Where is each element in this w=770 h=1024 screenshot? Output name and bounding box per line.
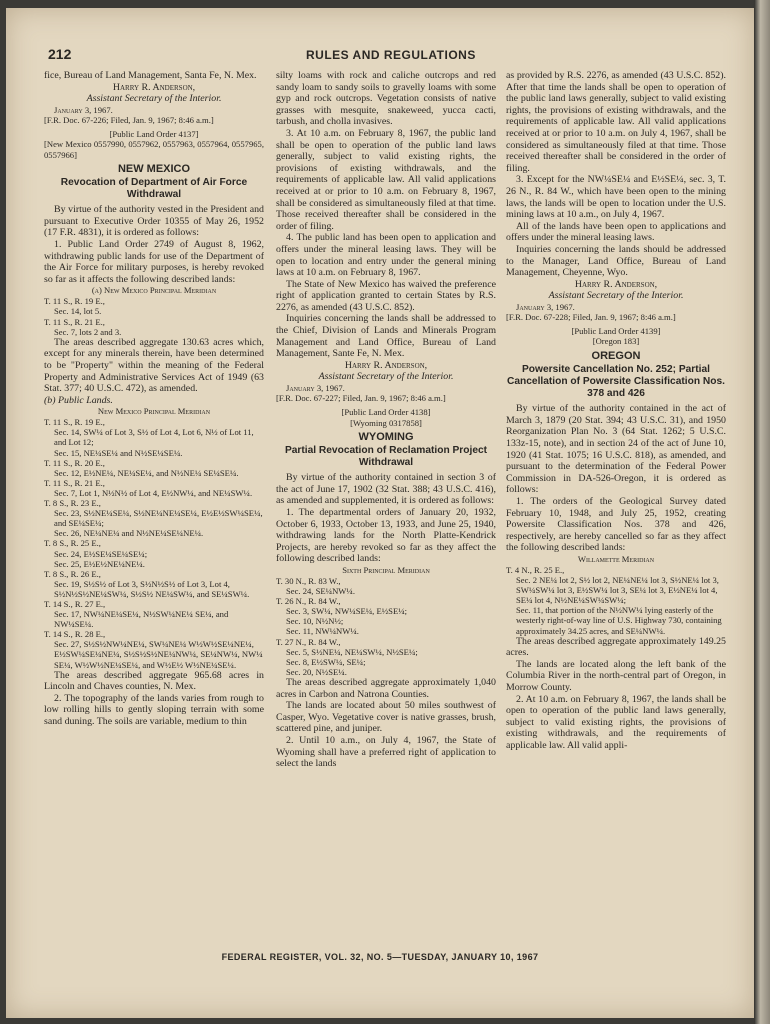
column-2 — [276, 70, 496, 938]
land-line: Sec. 25, E½E½NE¼NE¼. — [54, 558, 145, 569]
order-heading: Revocation of Department of Air Force Withdrawal — [60, 176, 248, 200]
land-line: T. 27 N., R. 84 W., — [276, 636, 341, 647]
state-heading: OREGON — [591, 349, 641, 362]
paragraph: The lands are located about 50 miles southwest of Casper, Wyo. Vegetative cover is native grasses, brush, scattered pine, and juniper. — [276, 700, 496, 735]
land-line: T. 11 S., R. 21 E., — [44, 316, 105, 327]
paragraph: 1. The departmental orders of January 20, 1932, October 6, 1933, October 13, 1933, and June 25, 1940, withdrawing lands for the North Platte-Kendrick Projects, are hereby revoked so far as they affect the following described lands: — [276, 507, 496, 565]
state-heading: WYOMING — [358, 430, 414, 443]
land-line: Sec. 17, NW¼NE¼SE¼, N½SW¼NE¼ SE¼, and NW¼SE¼. — [54, 609, 229, 630]
meridian-label: Sixth Principal Meridian — [342, 565, 430, 575]
land-line: Sec. 2 NE¼ lot 2, S½ lot 2, NE¼NE¼ lot 3, S½NE¼ lot 3, SW¼SW¼ lot 3, E½SW¼ lot 3, SE¼ lot 3, E½NE¼ lot 4, SE¼ lot 4, N½NE¼SW¼SW¼; — [516, 575, 719, 606]
paragraph: The areas described aggregate approximately 149.25 acres. — [506, 635, 726, 659]
signature-name: Harry R. Anderson, — [112, 81, 196, 93]
land-line: T. 8 S., R. 23 E., — [44, 498, 101, 509]
order-heading: Powersite Cancellation No. 252; Partial Cancellation of Powersite Classification Nos. 378 and 426 — [507, 363, 725, 400]
fr-doc-note: [F.R. Doc. 67-226; Filed, Jan. 9, 1967; 8:46 a.m.] — [44, 114, 214, 125]
land-line: Sec. 14, SW¼ of Lot 3, S½ of Lot 4, Lot 6, N½ of Lot 11, and Lot 12; — [54, 427, 254, 448]
signature-title: Assistant Secretary of the Interior. — [318, 371, 454, 383]
land-line: Sec. 26, NE¼NE¼ and N½NE¼SE¼NE¼. — [54, 528, 204, 539]
paragraph: 2. Until 10 a.m., on July 4, 1967, the State of Wyoming shall have a preferred right of application to select the lands — [276, 734, 496, 770]
fr-doc-note: [F.R. Doc. 67-227; Filed, Jan. 9, 1967; 8:46 a.m.] — [276, 393, 446, 404]
land-line: Sec. 15, NE¼SE¼ and N½SE¼SE¼. — [54, 447, 183, 458]
land-line: T. 30 N., R. 83 W., — [276, 576, 341, 586]
state-heading: NEW MEXICO — [117, 162, 191, 175]
paragraph: The State of New Mexico has waived the preference right of application granted to certain States by R.S. 2276, as amended (43 U.S.C. 852). — [276, 278, 496, 313]
paragraph: fice, Bureau of Land Management, Santa Fe, N. Mex. — [44, 70, 257, 81]
plo-label: [Public Land Order 4137] — [109, 129, 199, 140]
subsection-label: (b) Public Lands. — [44, 394, 113, 406]
meridian-label: Willamette Meridian — [577, 554, 655, 565]
land-line: Sec. 27, S½S½NW¼NE¼, SW¼NE¼ W½W½SE¼NE¼, E½SW¼SE¼NE¼, S½S½S½NE¼NW¼, SE¼NW¼, NW¼ SE¼, W½W½NE¼SE¼, and W½E½ W½NE¼SE¼. — [54, 639, 263, 670]
column-3 — [506, 70, 726, 938]
land-line: Sec. 7, lots 2 and 3. — [54, 326, 122, 337]
page-footer: FEDERAL REGISTER, VOL. 32, NO. 5—TUESDAY, JANUARY 10, 1967 — [221, 952, 539, 962]
signature-date: January 3, 1967. — [286, 383, 345, 394]
document-page — [6, 8, 754, 1018]
land-line: Sec. 23, S½NE¼SE¼, S½NE¼NE¼SE¼, E½E½SW¼SE¼, and SE¼SE¼; — [54, 508, 263, 529]
land-line: T. 26 N., R. 84 W., — [276, 596, 341, 607]
land-line: T. 11 S., R. 19 E., — [44, 417, 105, 428]
signature-title: Assistant Secretary of the Interior. — [548, 290, 684, 302]
paragraph: All of the lands have been open to applications and offers under the mineral leasing laws. — [506, 220, 726, 244]
signature-title: Assistant Secretary of the Interior. — [86, 93, 222, 105]
paragraph: By virtue of the authority contained in the act of March 3, 1879 (20 Stat. 394; 43 U.S.C. 31), and 1950 Reorganization Plan No. 3 (64 Stat. 1262; 5 U.S.C. 133z-15, note), and in section 24 of the act of June 10, 1920 (41 Stat. 1075; 16 U.S.C. 818), as amended, and pursuant to the determination of the Federal Power Commission in DA-526-Oregon, it is ordered as follows: — [506, 403, 726, 496]
land-line: Sec. 19, S½S½ of Lot 3, S½N½S½ of Lot 3, Lot 4, S½N½S½NE¼SW¼, S½S½ NE¼SW¼, and SE¼SW¼. — [54, 578, 250, 599]
land-line: Sec. 11, that portion of the N½NW¼ lying easterly of the westerly right-of-way line of U.S. Highway 730, containing approximately 34.25 acres, and SE¼NW¼. — [516, 605, 722, 636]
land-line: T. 11 S., R. 21 E., — [44, 477, 105, 488]
paragraph: The areas described aggregate 965.68 acres in Lincoln and Chaves counties, N. Mex. — [44, 669, 264, 693]
page-edge — [754, 0, 770, 1024]
paragraph: 2. The topography of the lands varies from rough to low rolling hills to gently sloping terrain with some sand duning. The soils are variable, medium to thin — [44, 692, 264, 728]
signature-date: January 3, 1967. — [54, 104, 113, 115]
land-line: Sec. 12, E½NE¼, NE¼SE¼, and N½NE¼ SE¼SE¼. — [54, 467, 239, 478]
paragraph: 3. Except for the NW¼SE¼ and E½SE¼, sec. 3, T. 26 N., R. 84 W., which have been open to the mining laws, the lands will be open to location under the U.S. mining laws at 10 a.m., on July 4, 1967. — [506, 174, 726, 221]
paragraph: The areas described aggregate approximately 1,040 acres in Carbon and Natrona Counties. — [276, 676, 496, 700]
column-1 — [44, 70, 264, 938]
land-line: Sec. 20, N½SE¼. — [286, 666, 347, 677]
running-header: RULES AND REGULATIONS — [306, 48, 476, 62]
land-line: T. 8 S., R. 25 E., — [44, 538, 101, 549]
plo-label: [Public Land Order 4139] — [571, 326, 661, 337]
land-line: Sec. 3, SW¼, NW¼SE¼, E½SE¼; — [286, 606, 408, 617]
land-line: Sec. 24, SE¼NW¼. — [286, 586, 355, 597]
land-line: Sec. 7, Lot 1, N½N½ of Lot 4, E½NW¼, and NE¼SW¼. — [54, 487, 253, 498]
page-number: 212 — [48, 46, 72, 62]
paragraph: Inquiries concerning the lands shall be addressed to the Chief, Division of Lands and Minerals Program Management and Land Office, Bureau of Land Management, Sante Fe, N. Mex. — [276, 313, 496, 360]
fr-doc-note: [F.R. Doc. 67-228; Filed, Jan. 9, 1967; 8:46 a.m.] — [506, 312, 676, 323]
plo-label: [Public Land Order 4138] — [341, 407, 431, 418]
land-line: Sec. 11, NW¼NW¼. — [286, 626, 359, 637]
land-line: T. 14 S., R. 27 E., — [44, 598, 106, 609]
meridian-label: (a) New Mexico Principal Meridian — [91, 285, 217, 296]
paragraph: The lands are located along the left bank of the Columbia River in the north-central part of Oregon, in Morrow County. — [506, 658, 726, 694]
signature-name: Harry R. Anderson, — [344, 359, 428, 371]
paragraph: 2. At 10 a.m. on February 8, 1967, the lands shall be open to operation of the public land laws generally, subject to valid existing rights, the provisions of existing withdrawals, and the requirements of applicable law. All valid appli- — [506, 693, 726, 752]
plo-reference: [Wyoming 0317858] — [350, 417, 422, 428]
order-heading: Partial Revocation of Reclamation Project Withdrawal — [284, 444, 488, 469]
paragraph: 3. At 10 a.m. on February 8, 1967, the public land shall be open to operation of the public land laws generally, subject to valid existing rights, the provisions of existing withdrawals, and the requirements of applicable law. All valid applications received at or prior to 10 a.m. on February 8, 1967, shall be considered as simultaneously filed at that time. Those received thereafter shall be considered in the order of filing. — [276, 127, 496, 232]
paragraph: 4. The public land has been open to application and offers under the mineral leasing laws. They will be open to location and entry under the general mining laws at 10 a.m. on February 8, 1967. — [276, 232, 496, 279]
plo-reference: [Oregon 183] — [592, 336, 640, 347]
paragraph: as provided by R.S. 2276, as amended (43 U.S.C. 852). After that time the lands shall be open to operation of the public land laws generally, subject to valid existing rights, the provisions of existing withdrawals, and the requirements of applicable law. All valid applications received at or prior to 10 a.m. on July 4, 1967, shall be considered as simultaneously filed at that time. Those received thereafter shall be considered in the order of filing. — [506, 70, 726, 174]
paragraph: The areas described aggregate 130.63 acres which, except for any minerals therein, have been determined to be "Property" within the meaning of the Federal Property and Administrative Services Act of 1949 (63 Stat. 377; 40 U.S.C. 472), as amended. — [44, 336, 264, 395]
land-line: T. 8 S., R. 26 E., — [44, 568, 101, 579]
land-line: T. 4 N., R. 25 E., — [506, 565, 565, 576]
paragraph: By virtue of the authority contained in section 3 of the act of June 17, 1902 (32 Stat. 388; 43 U.S.C. 416), as amended and supplemented, it is ordered as follows: — [276, 472, 496, 507]
land-line: T. 14 S., R. 28 E., — [44, 629, 106, 640]
land-line: Sec. 14, lot 5. — [54, 306, 102, 317]
paragraph: By virtue of the authority vested in the President and pursuant to Executive Order 10355 of May 26, 1952 (17 F.R. 4831), it is ordered as follows: — [44, 204, 264, 239]
paragraph: 1. Public Land Order 2749 of August 8, 1962, withdrawing public lands for use of the Department of the Air Force for military purposes, is hereby revoked so far as it affects the following described lands: — [44, 238, 264, 285]
land-line: Sec. 8, E½SW¼, SE¼; — [286, 656, 366, 667]
land-line: Sec. 10, N½N½; — [286, 616, 344, 627]
signature-date: January 3, 1967. — [516, 301, 575, 312]
paragraph: silty loams with rock and caliche outcrops and red sandy loam to sandy soils to gravelly loams with some gyp and rock outcrops. Vegetation consists of native grasses with mesquite, snakeweed, yucca cacti, tarbush, and cholla invasives. — [276, 70, 496, 128]
paragraph: 1. The orders of the Geological Survey dated February 10, 1948, and July 25, 1952, creating Powersite Classification Nos. 378 and 426, respectively, are hereby cancelled so far as they affect the following described lands: — [506, 496, 726, 554]
plo-reference: [New Mexico 0557990, 0557962, 0557963, 0557964, 0557965, 0557966] — [44, 139, 264, 160]
land-line: Sec. 24, E½SE¼SE¼SE¼; — [54, 548, 148, 559]
land-line: T. 11 S., R. 20 E., — [44, 457, 105, 468]
land-line: Sec. 5, S½NE¼, NE¼SW¼, N½SE¼; — [286, 646, 418, 657]
land-line: T. 11 S., R. 19 E., — [44, 296, 105, 307]
signature-name: Harry R. Anderson, — [574, 278, 658, 290]
meridian-label: New Mexico Principal Meridian — [97, 406, 211, 417]
paragraph: Inquiries concerning the lands should be addressed to the Manager, Land Office, Bureau of Land Management, Cheyenne, Wyo. — [506, 243, 726, 279]
